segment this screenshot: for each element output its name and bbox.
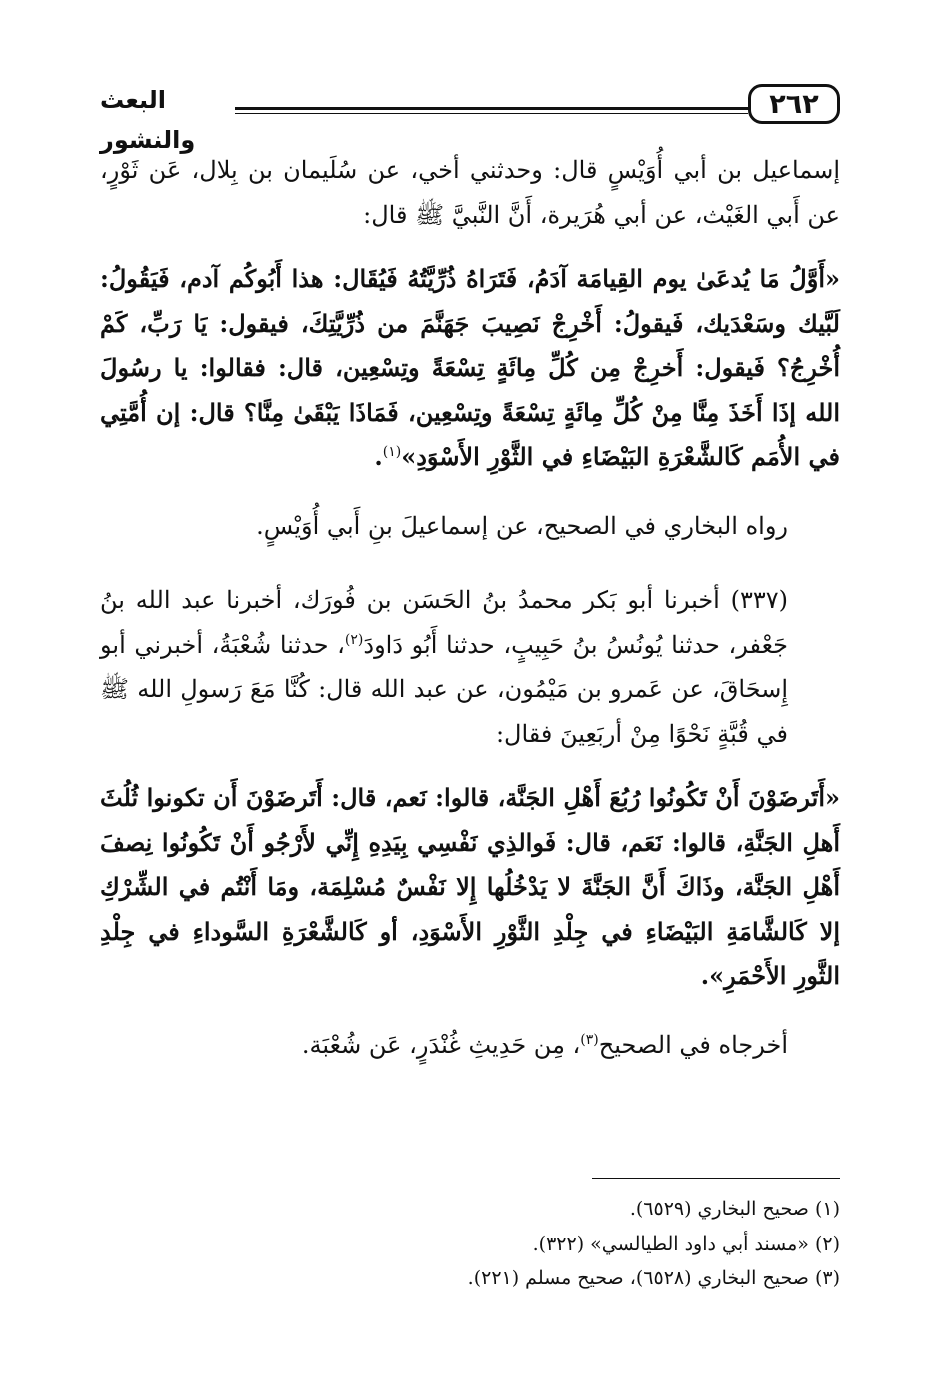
isnad-paragraph xyxy=(100,148,840,237)
footnotes xyxy=(100,1192,840,1296)
footnote-marker[interactable]: (٣) xyxy=(580,1031,599,1048)
footnote-3: (٣) صحيح البخاري (٦٥٢٨)، صحيح مسلم (٢٢١). xyxy=(467,1267,840,1289)
takhrij-paragraph xyxy=(100,504,840,549)
narration-paragraph xyxy=(100,578,840,756)
footnote-divider xyxy=(592,1178,840,1179)
paragraph-text: «أَوَّلُ مَا يُدعَىٰ يوم القِيامَة آدَمُ، فَتَرَاهُ ذُرِّيَّتُهُ فَيُقَال: هذا أَبُوكُم آدم، فَيَقُولُ: لَبَّيك وسَعْدَيك، فَيقولُ: أَخْرِجْ نَصِيبَ جَهَنَّمَ من ذُرِّيَّتِكَ، فيقول: يَا رَبِّ، كَمْ أُخْرِجُ؟ فَيقول: أَخرِجْ مِن كُلِّ مِائَةٍ تِسْعَةً وتِسْعِين، قال: فقالوا: يا رسُولَ الله إذَا أَخَذَ مِنَّا مِنْ كُلِّ مِائَةٍ تِسْعَةً وتِسْعِين، فَمَاذَا يَبْقَىٰ مِنَّا؟ قال: إن أُمَّتِي في الأُمَم كَالشَّعْرَةِ البَيْضَاءِ في الثَّوْرِ الأَسْوَدِ» xyxy=(100,264,840,471)
paragraph-tail: ، حدثنا شُعْبَةُ، أخبرني أبو إِسحَاقَ، عن عَمرو بن مَيْمُون، عن عبد الله قال: كُنَّا مَعَ رَسولِ الله ﷺ في قُبَّةٍ نَحْوًا مِنْ أربَعِينَ فقال: xyxy=(100,630,788,748)
page-body xyxy=(100,148,840,1067)
hadith-paragraph xyxy=(100,776,840,999)
running-title: البعث والنشور xyxy=(100,86,196,154)
paragraph-text: إسماعيل بن أبي أُوَيْسٍ قال: وحدثني أخي، عن سُلَيمان بن بِلال، عَن ثَوْرٍ، عن أَبي الغَيْث، عن أبي هُرَيرة، أَنَّ النَّبيَّ ﷺ قال: xyxy=(100,156,840,229)
paragraph-tail: . xyxy=(700,961,710,990)
takhrij-paragraph xyxy=(100,1023,840,1068)
paragraph-text: أخرجاه في الصحيح xyxy=(598,1030,788,1059)
footnote-1: (١) صحيح البخاري (٦٥٢٩). xyxy=(629,1198,840,1220)
footnote-marker[interactable]: (١) xyxy=(382,444,402,460)
paragraph-text: (٣٣٧) أخبرنا أبو بَكر محمدُ بنُ الحَسَن بن فُورَك، أخبرنا عبد الله بنُ جَعْفر، حدثنا يُونُسُ بنُ حَبِيبٍ، حدثنا أَبُو دَاودَ xyxy=(100,586,788,659)
footnote-2: (٢) «مسند أبي داود الطيالسي» (٣٢٢). xyxy=(532,1232,840,1255)
paragraph-text: «أَتَرضَوْنَ أَنْ تَكُونُوا رُبُعَ أَهْلِ الجَنَّة، قالوا: نَعم، قال: أَتَرضَوْنَ أَن تكونوا ثُلُثَ أَهلِ الجَنَّةِ، قالوا: نَعَم، قال: فَوالذِي نَفْسِي بِيَدِهِ إِنِّي لأَرْجُو أَنْ تَكُونُوا نِصفَ أَهْلِ الجَنَّة، وذَاكَ أَنَّ الجَنَّةَ لا يَدْخُلُها إِلا نَفْسٌ مُسْلِمَة، ومَا أَنْتُم في الشِّرْكِ إلا كَالشَّامَةِ البَيْضَاءِ في جِلْدِ الثَّوْرِ الأَسْوَدِ، أو كَالشَّعْرَةِ السَّوداءِ في جِلْدِ الثَّورِ الأَحْمَرِ» xyxy=(100,783,840,990)
running-header xyxy=(100,80,840,154)
paragraph-text: رواه البخاري في الصحيح، عن إسماعيلَ بنِ أَبي أُوَيْسٍ. xyxy=(256,511,788,540)
paragraph-tail: . xyxy=(374,442,383,471)
hadith-paragraph xyxy=(100,257,840,480)
page-number: ٢٦٢ xyxy=(748,84,840,124)
paragraph-tail: ، مِن حَدِيثِ غُنْدَرٍ، عَن شُعْبَة. xyxy=(301,1030,581,1059)
footnote-marker[interactable]: (٢) xyxy=(344,631,364,648)
header-rule xyxy=(235,107,748,110)
